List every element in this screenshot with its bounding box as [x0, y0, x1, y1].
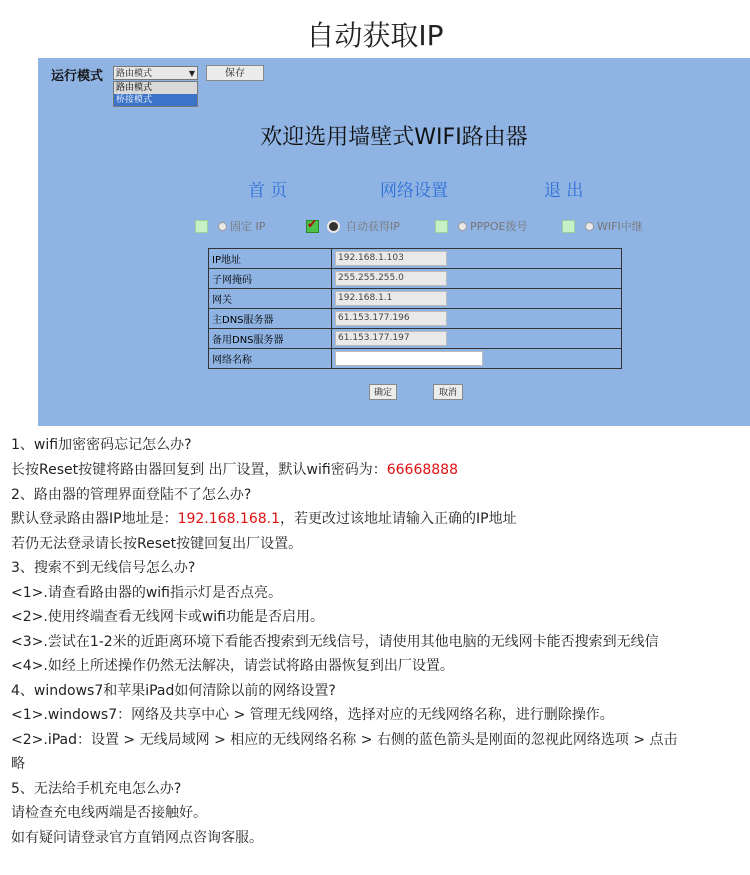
- network-name-input[interactable]: [335, 351, 483, 366]
- network-name-label: 网络名称: [209, 349, 332, 369]
- gateway-field[interactable]: 192.168.1.1: [335, 291, 447, 306]
- secondary-dns-field[interactable]: 61.153.177.197: [335, 331, 447, 346]
- primary-dns-field[interactable]: 61.153.177.196: [335, 311, 447, 326]
- chevron-down-icon: ▼: [188, 69, 195, 78]
- radio[interactable]: [458, 222, 467, 231]
- conn-static-ip-label: 固定 IP: [230, 220, 266, 233]
- subnet-mask-label: 子网掩码: [209, 269, 332, 289]
- conn-dhcp[interactable]: [306, 218, 400, 234]
- faq-question-4: 4、windows7和苹果iPad如何清除以前的网络设置?: [11, 683, 336, 699]
- conn-wifi-repeater-label: WIFI中继: [597, 220, 643, 233]
- faq-contact-note: 如有疑问请登录官方直销网点咨询客服。: [11, 830, 263, 846]
- conn-pppoe-label: PPPOE拨号: [470, 220, 528, 233]
- mode-select[interactable]: [113, 66, 198, 80]
- radio[interactable]: [585, 222, 594, 231]
- table-row: [209, 269, 622, 289]
- nav-home[interactable]: 首 页: [248, 181, 288, 201]
- faq-answer-2b: 若仍无法登录请长按Reset按键回复出厂设置。: [11, 536, 303, 552]
- mode-option-bridge[interactable]: 桥接模式: [114, 94, 197, 106]
- nav-exit[interactable]: 退 出: [544, 181, 584, 201]
- faq-answer-3-2: <2>.使用终端查看无线网卡或wifi功能是否启用。: [11, 609, 324, 625]
- nav-network-settings[interactable]: 网络设置: [380, 181, 448, 201]
- faq-answer-3-1: <1>.请查看路由器的wifi指示灯是否点亮。: [11, 585, 282, 601]
- faq-answer-4-1: <1>.windows7：网络及共享中心 > 管理无线网络，选择对应的无线网络名称，进行删除操作。: [11, 707, 614, 723]
- page-title: 自动获取IP: [306, 19, 444, 52]
- faq-question-1: 1、wifi加密密码忘记怎么办?: [11, 437, 192, 453]
- conn-static-ip[interactable]: [195, 218, 265, 234]
- faq-answer-1: [11, 459, 458, 479]
- table-row: [209, 249, 622, 269]
- mode-label: 运行模式: [51, 69, 104, 84]
- connection-type-row: [38, 218, 750, 236]
- primary-dns-label: 主DNS服务器: [209, 309, 332, 329]
- mode-options-list: [113, 81, 198, 107]
- faq-answer-4-2: <2>.iPad：设置 > 无线局域网 > 相应的无线网络名称 > 右侧的蓝色箭头是刚面的忽视此网络选项 > 点击: [11, 732, 678, 748]
- checkbox[interactable]: [562, 220, 575, 233]
- table-row: [209, 329, 622, 349]
- mode-option-router[interactable]: 路由模式: [114, 82, 197, 94]
- conn-wifi-repeater[interactable]: [562, 218, 643, 234]
- ok-button[interactable]: 确定: [369, 384, 397, 400]
- faq-text: 长按Reset按键将路由器回复到 出厂设置，默认wifi密码为：: [11, 462, 387, 478]
- radio-selected[interactable]: [329, 222, 338, 231]
- checkbox-checked-icon[interactable]: [306, 220, 319, 233]
- conn-dhcp-label: 自动获得IP: [346, 220, 400, 233]
- welcome-heading: 欢迎选用墙壁式WIFI路由器: [260, 125, 528, 150]
- secondary-dns-label: 备用DNS服务器: [209, 329, 332, 349]
- cancel-button[interactable]: 取消: [433, 384, 463, 400]
- faq-question-5: 5、无法给手机充电怎么办?: [11, 781, 182, 797]
- radio[interactable]: [218, 222, 227, 231]
- subnet-mask-field[interactable]: 255.255.255.0: [335, 271, 447, 286]
- faq-text: 默认登录路由器IP地址是：: [11, 511, 178, 527]
- faq-question-3: 3、搜索不到无线信号怎么办?: [11, 560, 196, 576]
- mode-select-value: 路由模式: [116, 69, 153, 79]
- ip-address-field[interactable]: 192.168.1.103: [335, 251, 447, 266]
- faq-text: ，若更改过该地址请输入正确的IP地址: [280, 511, 517, 527]
- table-row: [209, 349, 622, 369]
- checkbox[interactable]: [195, 220, 208, 233]
- faq-answer-5: 请检查充电线两端是否接触好。: [11, 805, 207, 821]
- table-row: [209, 289, 622, 309]
- faq-answer-3-3: <3>.尝试在1-2米的近距离环境下看能否搜索到无线信号，请使用其他电脑的无线网卡能否搜索到无线信: [11, 634, 659, 650]
- conn-pppoe[interactable]: [435, 218, 528, 234]
- faq-answer-3-4: <4>.如经上所述操作仍然无法解决，请尝试将路由器恢复到出厂设置。: [11, 658, 454, 674]
- faq-answer-2: [11, 508, 517, 528]
- ip-address-label: IP地址: [209, 249, 332, 269]
- network-settings-table: [208, 248, 622, 369]
- checkbox[interactable]: [435, 220, 448, 233]
- table-row: [209, 309, 622, 329]
- faq-answer-4-2b: 略: [11, 756, 25, 772]
- gateway-label: 网关: [209, 289, 332, 309]
- faq-question-2: 2、路由器的管理界面登陆不了怎么办?: [11, 487, 252, 503]
- default-wifi-password: 66668888: [386, 462, 458, 478]
- router-admin-panel: [38, 58, 750, 426]
- save-button[interactable]: 保存: [206, 65, 264, 81]
- default-ip-address: 192.168.168.1: [177, 511, 281, 527]
